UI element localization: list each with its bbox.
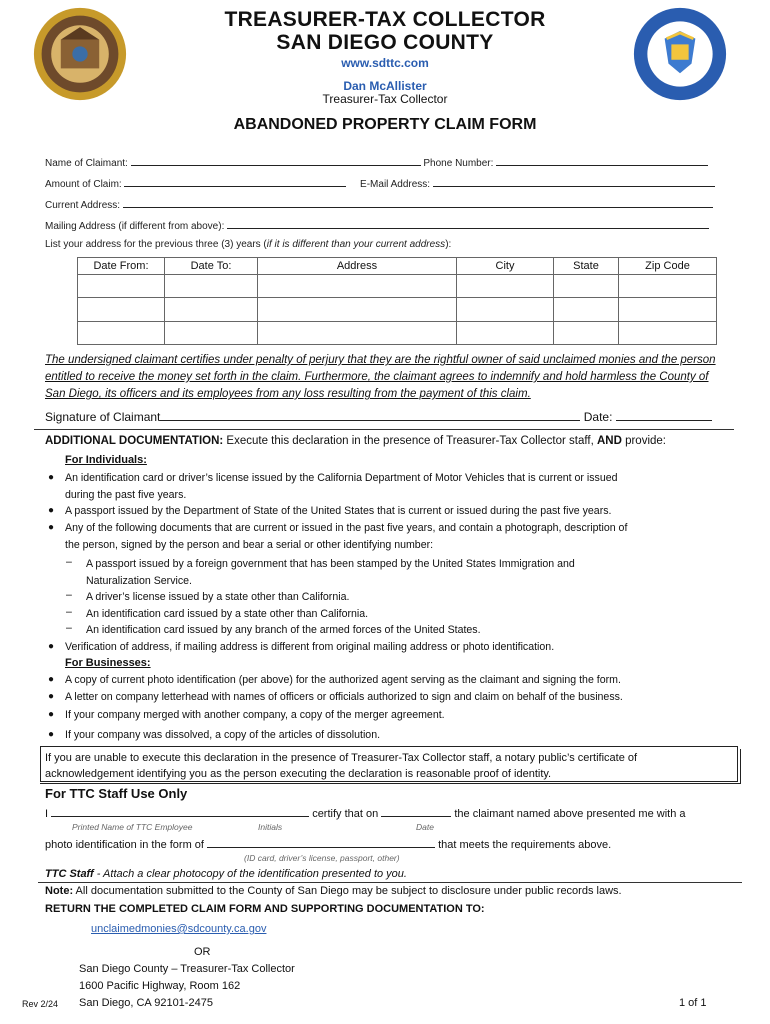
- staff-name-field[interactable]: [51, 806, 309, 817]
- mailing-address-line-2: 1600 Pacific Highway, Room 162: [79, 980, 241, 992]
- dash-icon: –: [66, 556, 72, 568]
- list-item: If your company merged with another company, a copy of the merger agreement.: [65, 709, 445, 721]
- bullet-icon: ●: [48, 691, 55, 702]
- previous-addresses-instruction: List your address for the previous three (3) years (if it is different than your current address):: [45, 239, 452, 250]
- or-separator: OR: [194, 946, 211, 958]
- email-field[interactable]: [433, 176, 715, 187]
- dash-icon: –: [66, 589, 72, 601]
- table-row[interactable]: [78, 275, 717, 298]
- table-row[interactable]: [78, 298, 717, 321]
- treasurer-seal-logo: [632, 6, 728, 102]
- phone-label: Phone Number:: [423, 158, 494, 169]
- section-divider: [34, 429, 734, 430]
- col-date-from: Date From:: [78, 258, 165, 275]
- staff-certify-row: I certify that on the claimant named above presented me with a: [45, 808, 686, 820]
- ttc-staff-instruction: TTC Staff - Attach a clear photocopy of the identification presented to you.: [45, 868, 407, 880]
- list-item: Any of the following documents that are current or issued in the past five years, and contain a photograph, description of the person, signed by the person and bear a serial or other identifying number:: [65, 522, 628, 551]
- bullet-icon: ●: [48, 641, 55, 652]
- signature-date-field[interactable]: [616, 409, 712, 421]
- col-state: State: [554, 258, 619, 275]
- header-website[interactable]: www.sdttc.com: [341, 56, 429, 70]
- signature-row: [45, 409, 712, 424]
- list-item: An identification card issued by any branch of the armed forces of the United States.: [86, 624, 481, 636]
- current-address-field[interactable]: [123, 197, 713, 208]
- notary-line-1: If you are unable to execute this declaration in the presence of Treasurer-Tax Collector staff, a notary public’s certificate of: [45, 752, 638, 764]
- additional-doc-intro: ADDITIONAL DOCUMENTATION: Execute this declaration in the presence of Treasurer-Tax Collector staff, AND provide:: [45, 435, 666, 447]
- revision-label: Rev 2/24: [22, 999, 59, 1009]
- list-item: A copy of current photo identification (per above) for the authorized agent serving as the claimant and signing the form.: [65, 674, 621, 686]
- list-item: If your company was dissolved, a copy of the articles of dissolution.: [65, 729, 381, 741]
- email-label: E-Mail Address:: [360, 179, 431, 190]
- bullet-icon: ●: [48, 729, 55, 740]
- staff-date-field[interactable]: [381, 806, 451, 817]
- disclosure-note: Note: All documentation submitted to the County of San Diego may be subject to disclosure under public records laws.: [45, 885, 622, 897]
- mailing-address-line-3: San Diego, CA 92101-2475: [79, 997, 213, 1009]
- header-official-name: Dan McAllister: [343, 79, 427, 93]
- header-title: TREASURER-TAX COLLECTOR: [224, 8, 546, 31]
- col-address: Address: [258, 258, 457, 275]
- mailing-address-line-1: San Diego County – Treasurer-Tax Collector: [79, 963, 295, 975]
- col-date-to: Date To:: [165, 258, 258, 275]
- claimant-name-label: Name of Claimant:: [45, 158, 128, 169]
- current-address-label: Current Address:: [45, 200, 121, 211]
- bullet-icon: ●: [48, 709, 55, 720]
- amount-row: [45, 176, 715, 190]
- previous-addresses-table: [77, 257, 717, 345]
- list-item: A passport issued by a foreign government that has been stamped by the United States Immigration and Naturalization Service.: [86, 558, 575, 587]
- section-divider: [38, 882, 742, 883]
- amount-label: Amount of Claim:: [45, 179, 122, 190]
- notary-box: [40, 746, 738, 782]
- photo-id-field[interactable]: [207, 837, 435, 848]
- form-title: ABANDONED PROPERTY CLAIM FORM: [233, 116, 537, 133]
- list-item: An identification card or driver’s license issued by the California Department of Motor Vehicles that is current or issued during the past five years.: [65, 472, 618, 501]
- list-item: An identification card issued by a state other than California.: [86, 608, 369, 620]
- claim-email-link[interactable]: unclaimedmonies@sdcounty.ca.gov: [91, 923, 267, 935]
- mailing-address-label: Mailing Address (if different from above):: [45, 221, 225, 232]
- claimant-name-row: [45, 155, 708, 169]
- id-types-hint: (ID card, driver’s license, passport, other): [244, 853, 400, 863]
- mailing-address-field[interactable]: [227, 218, 709, 229]
- table-row[interactable]: [78, 321, 717, 344]
- date-hint: Date: [416, 822, 434, 832]
- dash-icon: –: [66, 606, 72, 618]
- current-address-row: [45, 197, 713, 211]
- photo-id-row: photo identification in the form of that meets the requirements above.: [45, 839, 612, 851]
- bullet-icon: ●: [48, 505, 55, 516]
- header-county: SAN DIEGO COUNTY: [276, 31, 494, 54]
- list-item: A driver’s license issued by a state other than California.: [86, 591, 350, 603]
- notary-line-2: acknowledgement identifying you as the person executing the declaration is reasonable proof of identity.: [45, 768, 552, 780]
- initials-hint: Initials: [258, 822, 283, 832]
- certification-statement: The undersigned claimant certifies under penalty of perjury that they are the rightful owner of said unclaimed monies and the person entitled to receive the money set forth in the claim. Furthermore, the claimant agrees to indemnify and hold harmless the County of San Diego, its officers and its employees from any loss resulting from the payment of this claim.: [45, 354, 716, 400]
- list-item: A letter on company letterhead with names of officers or officials authorized to sign and claim on behalf of the business.: [65, 691, 623, 703]
- bullet-icon: ●: [48, 674, 55, 685]
- printed-name-hint: Printed Name of TTC Employee: [72, 822, 193, 832]
- list-item: Verification of address, if mailing address is different from original mailing address or photo identification.: [65, 641, 555, 653]
- col-city: City: [457, 258, 554, 275]
- signature-date-label: Date:: [583, 410, 613, 424]
- bullet-icon: ●: [48, 522, 55, 533]
- individuals-heading: For Individuals:: [65, 454, 147, 466]
- signature-label: Signature of Claimant: [45, 410, 161, 424]
- signature-field[interactable]: [160, 409, 580, 421]
- bullet-icon: ●: [48, 472, 55, 483]
- county-seal-logo: [32, 6, 128, 102]
- return-instruction: RETURN THE COMPLETED CLAIM FORM AND SUPPORTING DOCUMENTATION TO:: [45, 903, 485, 915]
- amount-field[interactable]: [124, 176, 346, 187]
- phone-field[interactable]: [496, 155, 708, 166]
- claimant-name-field[interactable]: [131, 155, 421, 166]
- list-item: A passport issued by the Department of State of the United States that is current or issued during the past five years.: [65, 505, 612, 517]
- staff-heading: For TTC Staff Use Only: [45, 786, 188, 801]
- businesses-heading: For Businesses:: [65, 657, 151, 669]
- col-zip: Zip Code: [619, 258, 717, 275]
- table-header-row: [78, 258, 717, 275]
- page-number: 1 of 1: [679, 997, 707, 1009]
- header-official-role: Treasurer-Tax Collector: [322, 92, 448, 106]
- dash-icon: –: [66, 622, 72, 634]
- mailing-address-row: [45, 218, 709, 232]
